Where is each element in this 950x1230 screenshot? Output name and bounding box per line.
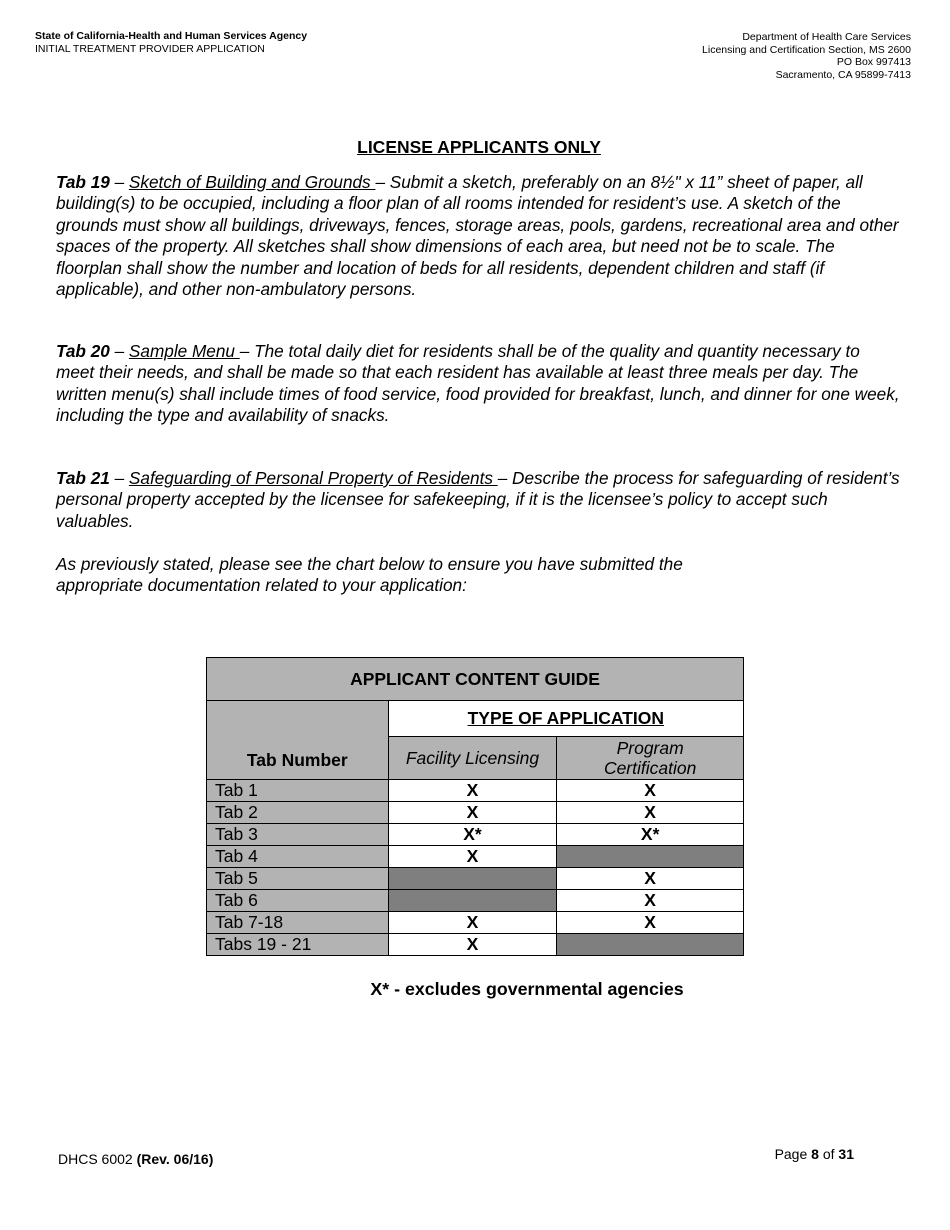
facility-mark: X* <box>388 824 557 846</box>
facility-mark: X <box>388 802 557 824</box>
row-label: Tabs 19 - 21 <box>207 934 389 956</box>
table-row <box>207 868 744 890</box>
table-row <box>207 890 744 912</box>
program-shaded-cell <box>557 934 744 956</box>
facility-mark: X <box>388 846 557 868</box>
tab21-paragraph <box>56 468 902 532</box>
facility-mark: X <box>388 912 557 934</box>
tab19-text: – Submit a sketch, preferably on an 8½" x 11” sheet of paper, all building(s) to be occupied, including a floor plan of all rooms intended for resident’s use. A sketch of the grounds must show all buildings, driveways, fences, storage areas, pools, gardens, recreational area and other spaces of the property. All sketches shall show dimensions of each area, but need not be to scale. The floorplan shall show the number and location of beds for all residents, dependent children and staff (if applicable), and other non-ambulatory persons. <box>56 172 899 300</box>
facility-shaded-cell <box>388 890 557 912</box>
program-mark: X <box>557 912 744 934</box>
facility-licensing-heading: Facility Licensing <box>388 737 557 780</box>
tab20-dash: – <box>109 341 129 361</box>
guide-title: APPLICANT CONTENT GUIDE <box>207 658 744 701</box>
tab21-label: Tab 21 <box>56 468 110 488</box>
program-certification-heading <box>557 737 744 780</box>
tab20-paragraph <box>56 341 902 427</box>
program-mark: X <box>557 780 744 802</box>
tab19-label: Tab 19 <box>56 172 110 192</box>
tab21-dash: – <box>109 468 129 488</box>
facility-mark: X <box>388 780 557 802</box>
row-label: Tab 5 <box>207 868 389 890</box>
form-number-text: DHCS 6002 <box>58 1151 137 1167</box>
tab-number-heading: Tab Number <box>207 701 389 780</box>
form-name: INITIAL TREATMENT PROVIDER APPLICATION <box>35 43 265 55</box>
form-number <box>58 1151 213 1167</box>
table-row <box>207 846 744 868</box>
type-of-application-heading: TYPE OF APPLICATION <box>388 701 743 737</box>
program-heading-line2: Certification <box>603 758 697 778</box>
tab20-text: – The total daily diet for residents shall be of the quality and quantity necessary to meet their needs, and shall be made so that each resident has available at least three meals per day. The written menu(s) shall include times of food service, food provided for breakfast, lunch, and dinner for one week, including the type and availability of snacks. <box>56 341 900 426</box>
program-mark: X* <box>557 824 744 846</box>
tab19-dash: – <box>109 172 129 192</box>
tab20-label: Tab 20 <box>56 341 110 361</box>
tab19-heading: Sketch of Building and Grounds <box>128 172 376 192</box>
table-row <box>207 912 744 934</box>
table-row <box>207 824 744 846</box>
table-row <box>207 802 744 824</box>
tab19-paragraph <box>56 172 902 300</box>
facility-shaded-cell <box>388 868 557 890</box>
of-word: of <box>818 1146 839 1162</box>
applicant-content-guide-table <box>206 657 744 956</box>
program-heading-line1: Program <box>616 738 684 758</box>
program-mark: X <box>557 868 744 890</box>
table-row <box>207 934 744 956</box>
department-name: Department of Health Care Services <box>742 31 911 43</box>
table-row <box>207 780 744 802</box>
tab20-heading: Sample Menu <box>128 341 240 361</box>
page-total: 31 <box>838 1146 854 1162</box>
row-label: Tab 1 <box>207 780 389 802</box>
header-left <box>35 30 307 56</box>
facility-mark: X <box>388 934 557 956</box>
row-label: Tab 7-18 <box>207 912 389 934</box>
page-word: Page <box>774 1146 812 1162</box>
page-indicator <box>775 1146 854 1162</box>
city-address: Sacramento, CA 95899-7413 <box>775 68 911 81</box>
program-mark: X <box>557 890 744 912</box>
header-right <box>702 31 911 81</box>
row-label: Tab 2 <box>207 802 389 824</box>
closing-paragraph: As previously stated, please see the chart below to ensure you have submitted the appropriate documentation related to your application: <box>56 554 683 596</box>
form-revision: (Rev. 06/16) <box>136 1151 214 1167</box>
po-box: PO Box 997413 <box>836 56 911 68</box>
tab21-text: – Describe the process for safeguarding of resident’s personal property accepted by the licensee for safekeeping, if it is the licensee’s policy to accept such valuables. <box>56 468 900 531</box>
tab21-heading: Safeguarding of Personal Property of Residents <box>128 468 498 488</box>
program-shaded-cell <box>557 846 744 868</box>
program-mark: X <box>557 802 744 824</box>
section-name: Licensing and Certification Section, MS 2600 <box>702 43 911 56</box>
agency-name: State of California-Health and Human Services Agency <box>35 30 308 42</box>
row-label: Tab 4 <box>207 846 389 868</box>
footnote: X* - excludes governmental agencies <box>370 979 684 999</box>
page-title: LICENSE APPLICANTS ONLY <box>357 137 601 157</box>
page-number: 8 <box>811 1146 819 1162</box>
row-label: Tab 6 <box>207 890 389 912</box>
row-label: Tab 3 <box>207 824 389 846</box>
